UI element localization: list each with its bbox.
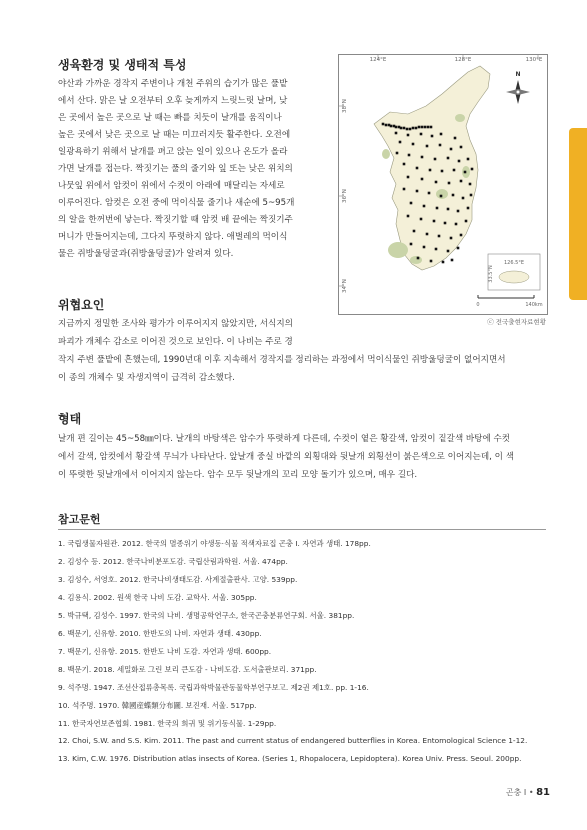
text-line: 지금까지 정밀한 조사와 평가가 이루어지지 않았지만, 서식지의 [58,319,293,329]
reference-item: 12. Choi, S.W. and S.S. Kim. 2011. The past and current status of endangered butterflies in Korea. Entomological Science 1-12. [58,736,528,745]
reference-item: 9. 석주명. 1947. 조선산접류총목록. 국립과학박물관동물학부연구보고. 제2권 제1호. pp. 1-16. [58,683,369,692]
occurrence-point [417,257,420,260]
occurrence-point [423,246,426,249]
occurrence-point [420,133,423,136]
occurrence-point [423,205,426,208]
scale-label: 140km [525,302,543,308]
occurrence-point [440,195,443,198]
occurrence-point [416,167,419,170]
occurrence-point [447,157,450,160]
text-line: 에서 갈색, 암컷에서 황갈색 무늬가 나타난다. 앞날개 중실 바깥의 외횡대와 뒷날개 외횡선이 붉은색으로 이어지는데, 이 색 [58,452,514,462]
occurrence-point [420,218,423,221]
page-number: 81 [536,787,550,798]
occurrence-point [431,135,434,138]
occurrence-point [409,128,412,131]
footer-bullet: • [528,788,534,797]
occurrence-point [458,160,461,163]
text-line: 이 뚜렷한 뒷날개에서 이어지지 않는다. 암수 모두 뒷날개의 꼬리 모양 돌기가 있으며, 매우 길다. [58,470,418,480]
occurrence-point [426,233,429,236]
lat-label: 34°N [342,279,348,293]
text-line: 날개 편 길이는 45~58㎜이다. 날개의 바탕색은 암수가 뚜렷하게 다른데, 수컷이 옅은 황갈색, 암컷이 짙갈색 바탕에 수컷 [58,434,511,444]
occurrence-point [465,220,468,223]
occurrence-point [410,202,413,205]
occurrence-point [395,126,398,129]
occurrence-point [450,148,453,151]
reference-item: 3. 김성수, 서영호. 2012. 한국나비생태도감. 사계절출판사. 고양. 539pp. [58,575,298,584]
occurrence-point [421,178,424,181]
occurrence-point [460,146,463,149]
occurrence-point [462,197,465,200]
occurrence-point [471,168,474,171]
form-heading: 형태 [58,412,82,426]
occurrence-point [408,154,411,157]
occurrence-point [457,247,460,250]
reference-item: 1. 국립생물자원관. 2012. 한국의 멸종위기 야생동·식물 적색자료집 곤충 I. 자연과 생태. 178pp. [58,539,371,548]
occurrence-point [400,127,403,130]
inset-lon-label: 126.5°E [504,260,524,266]
occurrence-point [444,222,447,225]
occurrence-point [438,235,441,238]
occurrence-point [428,192,431,195]
occurrence-point [429,169,432,172]
occurrence-point [460,180,463,183]
reference-item: 11. 한국자연보존협회. 1981. 한국의 희귀 및 위기동식물. 1-29pp. [58,719,277,728]
occurrence-point [424,126,427,129]
occurrence-point [421,156,424,159]
text-line: 에서 산다. 맑은 날 오전부터 오후 늦게까지 느릿느릿 날며, 낮 [58,96,288,106]
text-line: 의 알을 한꺼번에 낳는다. 짝짓기할 때 암컷 배 끝에는 짝짓기주 [58,215,293,225]
occurrence-point [407,134,410,137]
occurrence-point [453,169,456,172]
occurrence-point [464,171,467,174]
text-line: 머니가 만들어지는데, 그다지 뚜렷하지 않다. 애벌레의 먹이식 [58,232,288,242]
text-line: 파괴가 개체수 감소로 이어진 것으로 보인다. 이 나비는 주로 경 [58,337,293,347]
text-line: 이 종의 개체수 및 자생지역이 급격히 감소했다. [58,373,235,383]
text-line: 가면 날개를 접는다. 짝짓기는 풀의 줄기와 잎 또는 낮은 위치의 [58,164,293,174]
occurrence-point [421,126,424,129]
occurrence-point [469,183,472,186]
occurrence-point [448,182,451,185]
map-caption: ⓒ 전국출현자료현황 [487,318,546,326]
text-line: 야산과 가까운 경작지 주변이나 개천 주위의 습기가 많은 풀밭 [58,79,288,89]
occurrence-point [426,145,429,148]
reference-item: 13. Kim, C.W. 1976. Distribution atlas insects of Korea. (Series 1, Rhopalocera, Lepidoptera). Korea Univ. Press. Seoul. 200pp. [58,754,522,763]
reference-item: 4. 김용식. 2002. 원색 한국 나비 도감. 교학사. 서울. 305pp. [58,593,257,602]
text-line: 일광욕하기 위해서 날개를 펴고 앉는 일이 있으나 온도가 올라 [58,147,288,157]
north-label: N [515,71,521,78]
occurrence-point [455,223,458,226]
lon-label: 130°E [525,57,543,63]
occurrence-point [403,127,406,130]
occurrence-point [430,126,433,129]
occurrence-point [403,188,406,191]
reference-item: 8. 백문기. 2018. 세밀화로 그린 보리 큰도감 - 나비도감. 도서출판보리. 371pp. [58,665,317,674]
occurrence-point [385,124,388,127]
occurrence-point [406,128,409,131]
text-line: 이루어진다. 암컷은 오전 중에 먹이식물 줄기나 새순에 5~95개 [58,198,295,208]
lon-label: 128°E [454,57,472,63]
threat-heading: 위협요인 [58,298,105,312]
occurrence-point [415,127,418,130]
occurrence-point [467,207,470,210]
text-line: 나뭇잎 위에서 암컷이 위에서 수컷이 아래에 매달리는 자세로 [58,181,285,191]
text-line: 물은 쥐방울덩굴과(쥐방울덩굴)가 알려져 있다. [58,249,234,259]
references-heading: 참고문헌 [58,513,101,526]
occurrence-point [412,127,415,130]
occurrence-point [439,144,442,147]
occurrence-point [430,260,433,263]
occurrence-point [435,248,438,251]
occurrence-point [396,152,399,155]
occurrence-point [467,158,470,161]
occurrence-point [451,259,454,262]
lat-label: 36°N [342,189,348,203]
footer-label: 곤충 I [505,788,527,797]
occurrence-point [470,194,473,197]
lon-label: 124°E [369,57,387,63]
reference-item: 6. 백문기, 신유항. 2010. 한반도의 나비. 자연과 생태. 430pp. [58,629,262,638]
page-footer [470,787,550,798]
text-line: 은 곳에서 높은 곳으로 날 때는 빠를 치듯이 날개를 움직이나 [58,113,282,123]
reference-item: 7. 백문기, 신유항. 2015. 한반도 나비 도감. 자연과 생태. 600pp. [58,647,272,656]
lat-label: 38°N [342,99,348,113]
occurrence-point [410,243,413,246]
reference-item: 2. 김성수 등. 2012. 한국나비분포도감. 국립산림과학원. 서울. 474pp. [58,557,288,566]
habitat-heading: 생육환경 및 생태적 특성 [58,58,187,72]
occurrence-point [427,126,430,129]
occurrence-point [413,230,416,233]
occurrence-point [434,158,437,161]
occurrence-point [447,208,450,211]
text-line: 작지 주변 풀밭에 흔했는데, 1990년대 이후 지속해서 경작지를 정리하는 과정에서 먹이식물인 쥐방울덩굴이 없어지면서 [58,355,506,365]
scale-label: 0 [476,302,480,308]
divider [58,529,546,530]
occurrence-point [447,250,450,253]
occurrence-point [442,261,445,264]
occurrence-point [457,210,460,213]
occurrence-point [407,176,410,179]
occurrence-point [452,194,455,197]
occurrence-point [460,234,463,237]
occurrence-point [407,215,410,218]
occurrence-point [436,207,439,210]
reference-item: 5. 박규택, 김성수. 1997. 한국의 나비. 생명공학연구소, 한국곤충분류연구회. 서울. 381pp. [58,611,355,620]
jeju-island [499,271,529,283]
occurrence-point [450,237,453,240]
occurrence-point [433,220,436,223]
chapter-tab [569,128,587,300]
occurrence-point [390,125,393,128]
occurrence-point [416,190,419,193]
reference-item: 10. 석주명. 1970. 韓國産蝶類分布圖. 보진재. 서울. 517pp. [58,701,257,710]
occurrence-point [441,170,444,173]
occurrence-point [435,181,438,184]
occurrence-point [418,126,421,129]
occurrence-point [403,163,406,166]
occurrence-point [454,137,457,140]
text-line: 높은 곳에서 낮은 곳으로 날 때는 미끄러지듯 활주한다. 오전에 [58,130,291,140]
occurrence-point [395,132,398,135]
occurrence-point [412,143,415,146]
inset-lat-label: 33.5°N [488,265,494,283]
occurrence-point [399,141,402,144]
distribution-map [338,54,548,315]
occurrence-point [382,123,385,126]
occurrence-point [440,133,443,136]
